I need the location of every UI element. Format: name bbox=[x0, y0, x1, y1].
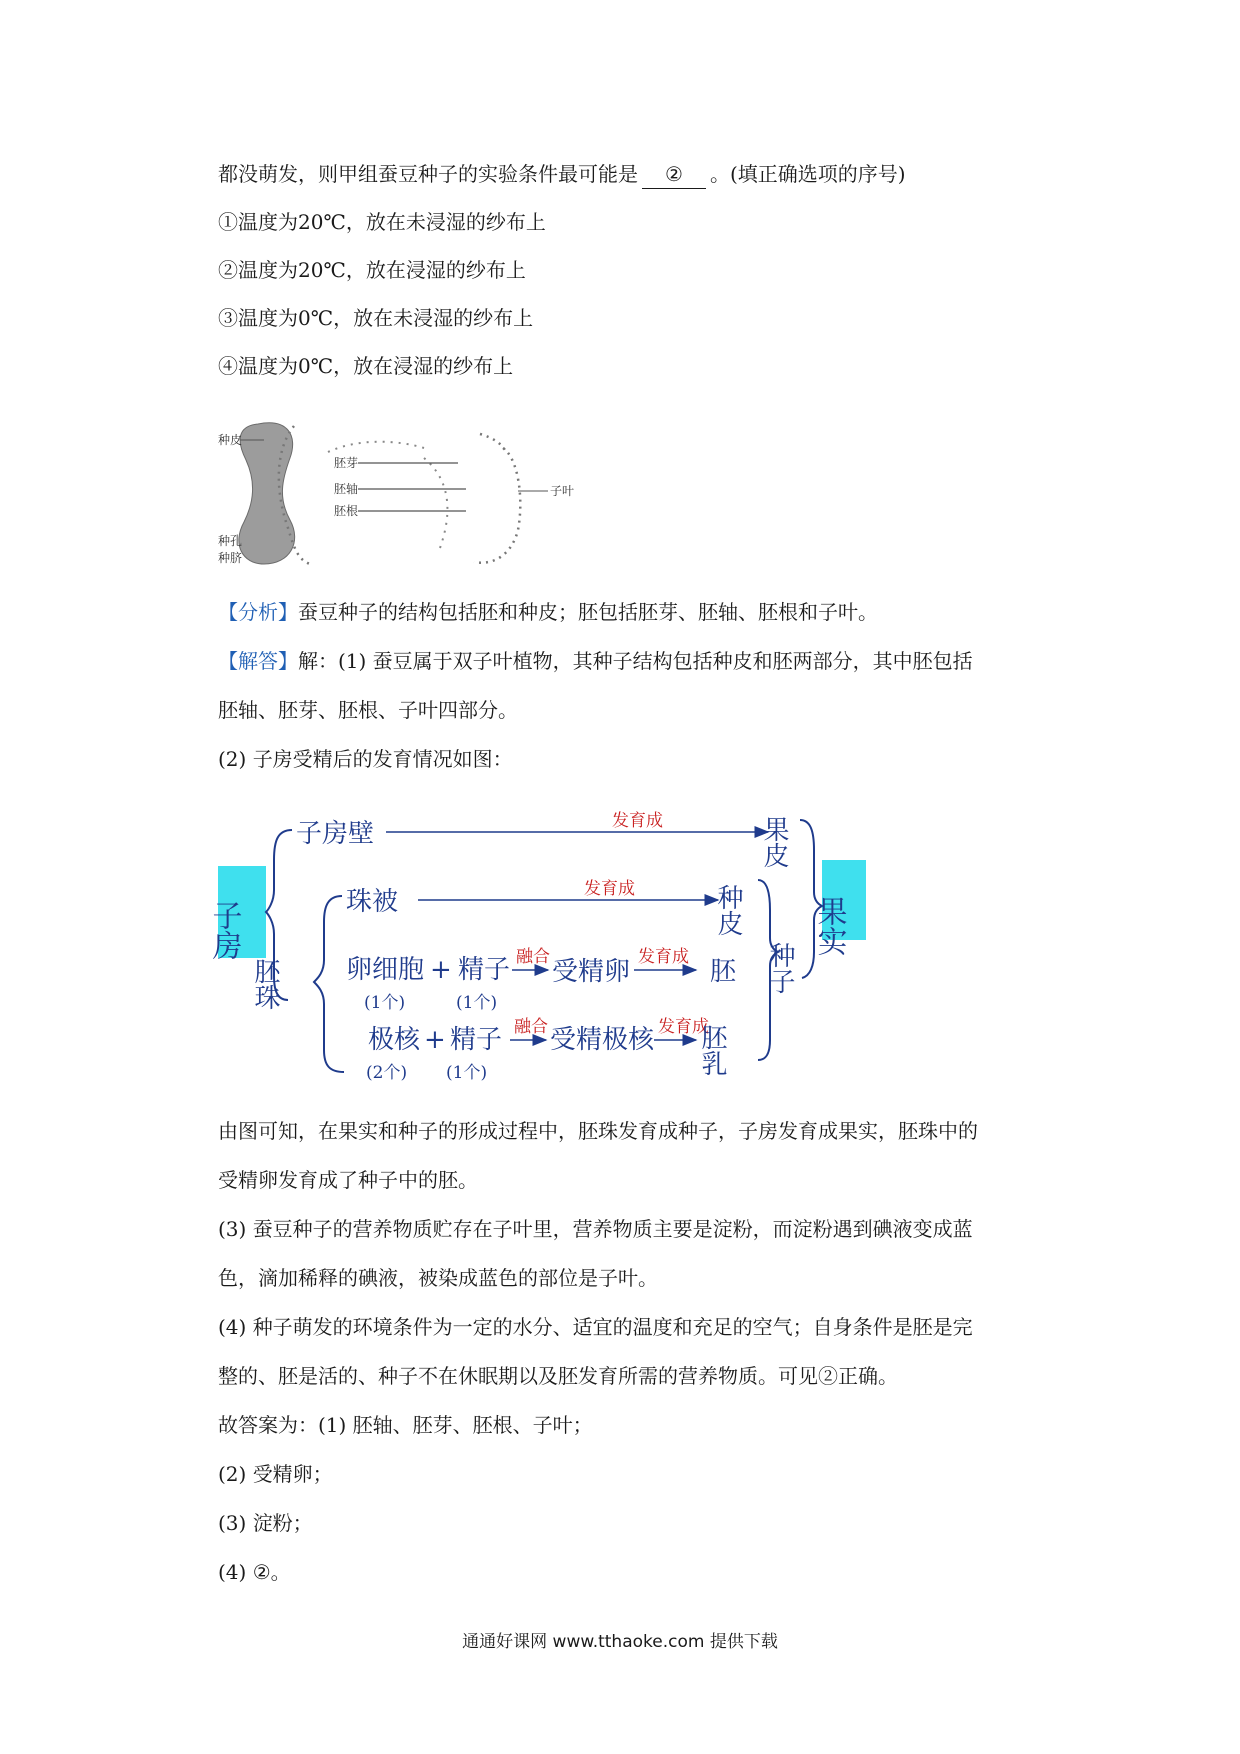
after-line-5: (4) 种子萌发的环境条件为一定的水分、适宜的温度和充足的空气；自身条件是胚是完 bbox=[218, 1315, 973, 1339]
embryo-label: 胚 bbox=[710, 957, 737, 987]
solution-line-1 bbox=[218, 647, 1058, 675]
after-line-2: 受精卵发育成了种子中的胚。 bbox=[218, 1168, 478, 1192]
analysis-tag: 【分析】 bbox=[218, 600, 298, 624]
label-cotyledon: 子叶 bbox=[550, 484, 575, 498]
solution-line-3: (2) 子房受精后的发育情况如图： bbox=[218, 747, 513, 771]
fuse-label-2: 融合 bbox=[514, 1017, 548, 1037]
answer-line-4: (4) ②。 bbox=[218, 1560, 291, 1584]
seed-structure-figure bbox=[218, 418, 598, 568]
analysis-paragraph bbox=[218, 598, 1058, 626]
embryo-outline-top bbox=[328, 442, 424, 452]
seed-coat-label: 种皮 bbox=[713, 884, 743, 936]
answer-line-1: 故答案为：(1) 胚轴、胚芽、胚根、子叶； bbox=[218, 1413, 593, 1437]
seed-half-left bbox=[239, 423, 295, 564]
analysis-text: 蚕豆种子的结构包括胚和种皮；胚包括胚芽、胚轴、胚根和子叶。 bbox=[298, 600, 878, 624]
embryo-outline-right bbox=[424, 458, 447, 548]
zygote-label: 受精卵 bbox=[552, 957, 631, 987]
label-micropyle: 种孔 bbox=[218, 534, 243, 548]
question-stem-tail: 。(填正确选项的序号) bbox=[710, 162, 906, 186]
pericarp-label: 果皮 bbox=[759, 816, 789, 868]
after-line-3: (3) 蚕豆种子的营养物质贮存在子叶里，营养物质主要是淀粉，而淀粉遇到碘液变成蓝 bbox=[218, 1217, 973, 1241]
label-hypocotyl: 胚轴 bbox=[334, 482, 359, 496]
polar-nuclei-label: 极核 bbox=[368, 1025, 421, 1055]
develops-label-3: 发育成 bbox=[638, 947, 689, 967]
egg-cell-label: 卵细胞 bbox=[346, 955, 425, 985]
label-plumule: 胚芽 bbox=[334, 456, 359, 470]
label-radicle: 胚根 bbox=[334, 504, 359, 518]
label-hilum: 种脐 bbox=[218, 551, 243, 565]
sperm-count-1: (1个) bbox=[456, 993, 498, 1013]
fuse-label-1: 融合 bbox=[516, 947, 550, 967]
ovary-development-diagram bbox=[206, 800, 878, 1100]
sperm-label-2: 精子 bbox=[450, 1025, 503, 1055]
plus-2: + bbox=[424, 1025, 446, 1055]
egg-count: (1个) bbox=[364, 993, 406, 1013]
fertilized-polar-label: 受精极核 bbox=[550, 1025, 655, 1055]
answer-blank: ② bbox=[642, 160, 706, 189]
develops-label-4: 发育成 bbox=[658, 1017, 709, 1037]
option-3: ③温度为0℃，放在未浸湿的纱布上 bbox=[218, 306, 534, 330]
solution-line-2: 胚轴、胚芽、胚根、子叶四部分。 bbox=[218, 698, 518, 722]
ovule-label: 胚珠 bbox=[250, 958, 280, 1010]
after-line-6: 整的、胚是活的、种子不在休眠期以及胚发育所需的营养物质。可见②正确。 bbox=[218, 1364, 898, 1388]
option-2: ②温度为20℃，放在浸湿的纱布上 bbox=[218, 258, 526, 282]
develops-label-1: 发育成 bbox=[612, 811, 663, 831]
label-seed-coat: 种皮 bbox=[218, 433, 243, 447]
ovary-label: 子房 bbox=[206, 900, 242, 960]
plus-1: + bbox=[430, 955, 452, 985]
sperm-label-1: 精子 bbox=[458, 955, 511, 985]
sperm-count-2: (1个) bbox=[446, 1063, 488, 1083]
after-line-1: 由图可知，在果实和种子的形成过程中，胚珠发育成种子，子房发育成果实，胚珠中的 bbox=[218, 1119, 978, 1143]
page-footer: 通通好课网 www.tthaoke.com 提供下载 bbox=[462, 1632, 778, 1652]
develops-label-2: 发育成 bbox=[584, 879, 635, 899]
answer-line-3: (3) 淀粉； bbox=[218, 1511, 313, 1535]
question-stem-text: 都没萌发，则甲组蚕豆种子的实验条件最可能是 bbox=[218, 162, 638, 186]
option-4: ④温度为0℃，放在浸湿的纱布上 bbox=[218, 354, 514, 378]
question-stem bbox=[218, 160, 1058, 189]
seed-label: 种子 bbox=[765, 942, 795, 994]
option-1: ①温度为20℃，放在未浸湿的纱布上 bbox=[218, 210, 546, 234]
cotyledon-outline bbox=[474, 448, 520, 563]
ovule-brace bbox=[314, 896, 344, 1072]
cotyledon-outline-top bbox=[480, 434, 506, 452]
fruit-label: 果实 bbox=[811, 896, 847, 956]
solution-text-1: 解：(1) 蚕豆属于双子叶植物，其种子结构包括种皮和胚两部分，其中胚包括 bbox=[298, 649, 973, 673]
solution-tag: 【解答】 bbox=[218, 649, 298, 673]
polar-count: (2个) bbox=[366, 1063, 408, 1083]
endosperm-label: 胚乳 bbox=[697, 1024, 727, 1076]
integument-label: 珠被 bbox=[346, 887, 399, 917]
answer-line-2: (2) 受精卵； bbox=[218, 1462, 333, 1486]
after-line-4: 色，滴加稀释的碘液，被染成蓝色的部位是子叶。 bbox=[218, 1266, 658, 1290]
ovary-wall-label: 子房壁 bbox=[296, 819, 375, 849]
